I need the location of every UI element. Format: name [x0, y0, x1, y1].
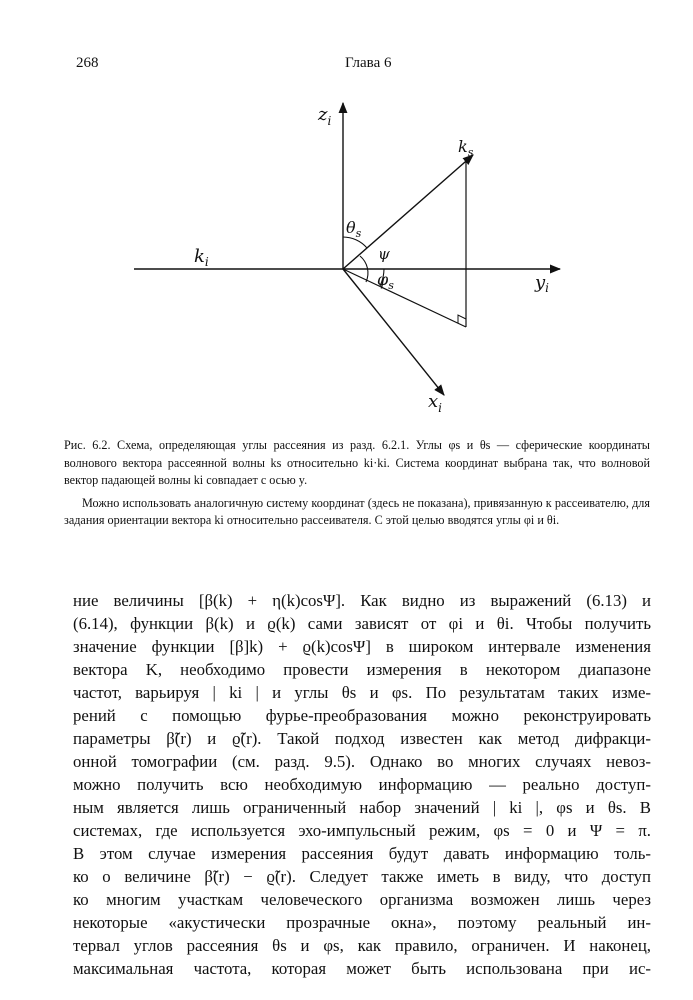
- body-line: В этом случае измерения рассеяния будут давать информацию толь-: [73, 844, 651, 863]
- label-zi: $z_i$: [318, 104, 332, 128]
- figure-caption: [64, 437, 650, 530]
- label-ki: $k_i$: [194, 246, 209, 269]
- label-xi: $x_i$: [428, 391, 442, 415]
- caption-paragraph-1: Рис. 6.2. Схема, определяющая углы рассеяния из разд. 6.2.1. Углы φs и θs — сферические координаты волнового вектора рассеянной волны ks относительно ki·ki. Система координат выбрана так, что волновой вектор падающей волны ki совпадает с осью y.: [64, 438, 650, 487]
- body-line: можно получить всю необходимую информацию — реально доступ-: [73, 775, 651, 794]
- body-line: значение функции [β]k) + ϱ(k)cosΨ] в широком интервале изменения: [73, 637, 651, 656]
- body-text: [73, 589, 651, 980]
- caption-paragraph-2: Можно использовать аналогичную систему координат (здесь не показана), привязанную к рассеивателю, для задания ориентации вектора ki относительно рассеивателя. С этой целью вводятся углы φi и θi.: [64, 495, 650, 527]
- page-number: 268: [76, 55, 99, 71]
- label-ks: $k_s$: [458, 137, 474, 159]
- body-line: тервал углов рассеяния θs и φs, как правило, ограничен. И наконец,: [73, 936, 651, 955]
- body-line: рений с помощью фурье-преобразования можно реконструировать: [73, 706, 651, 725]
- body-line: параметры β̃(r) и ϱ̃(r). Такой подход известен как метод дифракци-: [73, 729, 651, 748]
- right-angle-mark: [458, 315, 466, 323]
- body-line: ко многим участкам человеческого организма возможен лишь через: [73, 890, 651, 909]
- body-line: вектора K, необходимо провести измерения в некотором диапазоне: [73, 660, 651, 679]
- scattering-angle-diagram: [0, 90, 693, 430]
- label-yi: $y_i$: [535, 272, 550, 295]
- body-line: ние величины [β(k) + η(k)cosΨ]. Как видно из выражений (6.13) и: [73, 591, 651, 610]
- body-line: частот, варьируя | ki | и углы θs и φs. По результатам таких изме-: [73, 683, 651, 702]
- label-phi-s: $\varphi_s$: [377, 270, 394, 292]
- running-head: Глава 6: [345, 55, 392, 71]
- label-psi: ψ: [378, 245, 390, 263]
- body-line: некоторые «акустически прозрачные окна», поэтому реальный ин-: [73, 913, 651, 932]
- label-theta-s: $\theta_s$: [346, 218, 362, 240]
- ks-vector: [343, 155, 473, 269]
- body-line: системах, где используется эхо-импульсный режим, φs = 0 и Ψ = π.: [73, 821, 651, 840]
- body-line: (6.14), функции β(k) и ϱ(k) сами зависят от φi и θi. Чтобы получить: [73, 614, 651, 633]
- ks-projection-line: [343, 269, 466, 327]
- body-line: ным является лишь ограниченный набор значений | ki |, φs и θs. В: [73, 798, 651, 817]
- body-line: ко о величине β̃(r) − ϱ̃(r). Следует также иметь в виду, что доступ: [73, 867, 651, 886]
- body-line: максимальная частота, которая может быть использована при ис-: [73, 959, 651, 978]
- body-line: онной томографии (см. разд. 9.5). Однако во многих случаях невоз-: [73, 752, 651, 771]
